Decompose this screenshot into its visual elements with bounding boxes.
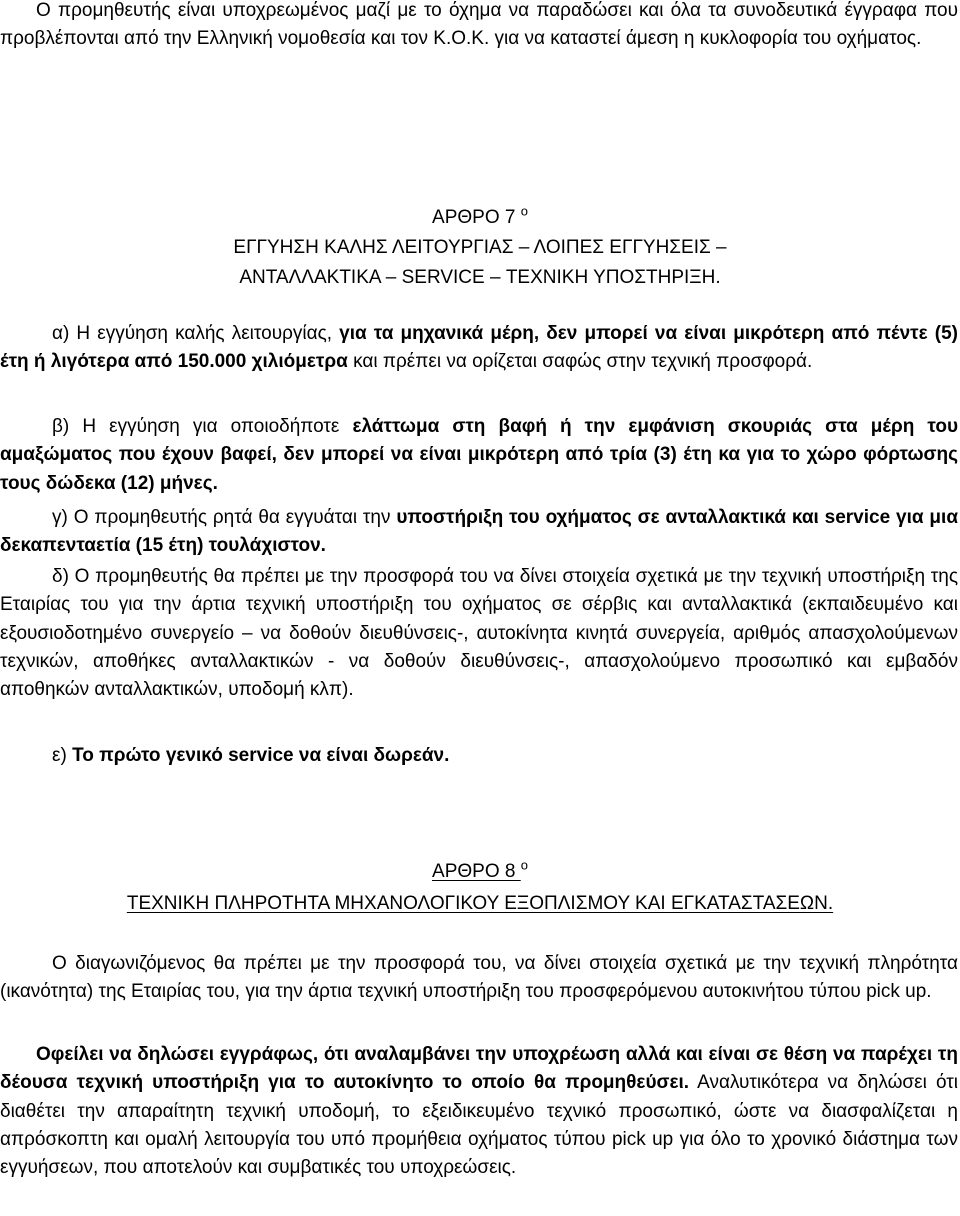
- clause-b: β) Η εγγύηση για οποιοδήποτε ελάττωμα στη βαφή ή την εμφάνιση σκουριάς στα μέρη του αμαξώματος που έχουν βαφεί, δεν μπορεί να είναι μικρότερη από τρία (3) έτη κα για το χώρο φόρτωσης τους δώδεκα (12) μήνες.: [0, 416, 958, 494]
- article-7-heading: ΑΡΘΡΟ 7 $^o$: [432, 203, 528, 228]
- clause-d: δ) Ο προμηθευτής θα πρέπει με την προσφορά του να δίνει στοιχεία σχετικά με την τεχνική υποστήριξη της Εταιρίας του για την άρτια τεχνική υποστήριξη του οχήματος σε σέρβις και ανταλλακτικά (εκπαιδευμένο και εξουσιοδοτημένο συνεργείο – να δοθούν διευθύνσεις-, αυτοκίνητα κινητά συνεργεία, αριθμός απασχολούμενων τεχνικών, αποθήκες ανταλλακτικών - να δοθούν διευθύνσεις-, απασχολούμενο προσωπικό και εμβαδόν αποθηκών ανταλλακτικών, υποδομή κλπ).: [0, 566, 958, 701]
- intro-paragraph: Ο προμηθευτής είναι υποχρεωμένος μαζί με το όχημα να παραδώσει και όλα τα συνοδευτικά έγγραφα που προβλέπονται από την Ελληνική νομοθεσία και τον Κ.Ο.Κ. για να καταστεί άμεση η κυκλοφορία του οχήματος.: [0, 0, 958, 50]
- clause-a: α) Η εγγύηση καλής λειτουργίας, για τα μηχανικά μέρη, δεν μπορεί να είναι μικρότερη από πέντε (5) έτη ή λιγότερα από 150.000 χιλιόμετρα και πρέπει να ορίζεται σαφώς στην τεχνική προσφορά.: [0, 323, 958, 373]
- article-8-subtitle: ΤΕΧΝΙΚΗ ΠΛΗΡΟΤΗΤΑ ΜΗΧΑΝΟΛΟΓΙΚΟΥ ΕΞΟΠΛΙΣΜΟΥ ΚΑΙ ΕΓΚΑΤΑΣΤΑΣΕΩΝ.: [126, 893, 834, 914]
- article-8-paragraph-1: Ο διαγωνιζόμενος θα πρέπει με την προσφορά του, να δίνει στοιχεία σχετικά με την τεχνική πληρότητα (ικανότητα) της Εταιρίας του, για την άρτια τεχνική υποστήριξη του προσφερόμενου αυτοκινήτου τύπου pick up.: [0, 953, 958, 1003]
- article-7-subtitle-line-2: ΑΝΤΑΛΛΑΚΤΙΚΑ – SERVICE – ΤΕΧΝΙΚΗ ΥΠΟΣΤΗΡΙΞΗ.: [239, 267, 721, 288]
- article-7-subtitle-line-1: ΕΓΓΥΗΣΗ ΚΑΛΗΣ ΛΕΙΤΟΥΡΓΙΑΣ – ΛΟΙΠΕΣ ΕΓΓΥΗΣΕΙΣ –: [233, 237, 727, 258]
- clause-c: γ) Ο προμηθευτής ρητά θα εγγυάται την υποστήριξη του οχήματος σε ανταλλακτικά και service για μια δεκαπενταετία (15 έτη) τουλάχιστον.: [0, 507, 959, 557]
- article-8-heading: ΑΡΘΡΟ 8 $^o$: [432, 857, 528, 882]
- article-8-paragraph-2: Οφείλει να δηλώσει εγγράφως, ότι αναλαμβάνει την υποχρέωση αλλά και είναι σε θέση να παρέχει τη δέουσα τεχνική υποστήριξη για το αυτοκίνητο το οποίο θα προμηθεύσει. Αναλυτικότερα να δηλώσει ότι διαθέτει την απαραίτητη τεχνική υποδομή, το εξειδικευμένο τεχνικό προσωπικό, ώστε να διασφαλίζεται η απρόσκοπτη και ομαλή λειτουργία του υπό προμήθεια οχήματος τύπου pick up για όλο το χρονικό διάστημα των εγγυήσεων, που αποτελούν και συμβατικές του υποχρεώσεις.: [0, 1044, 958, 1179]
- clause-e: ε) Το πρώτο γενικό service να είναι δωρεάν.: [52, 745, 450, 766]
